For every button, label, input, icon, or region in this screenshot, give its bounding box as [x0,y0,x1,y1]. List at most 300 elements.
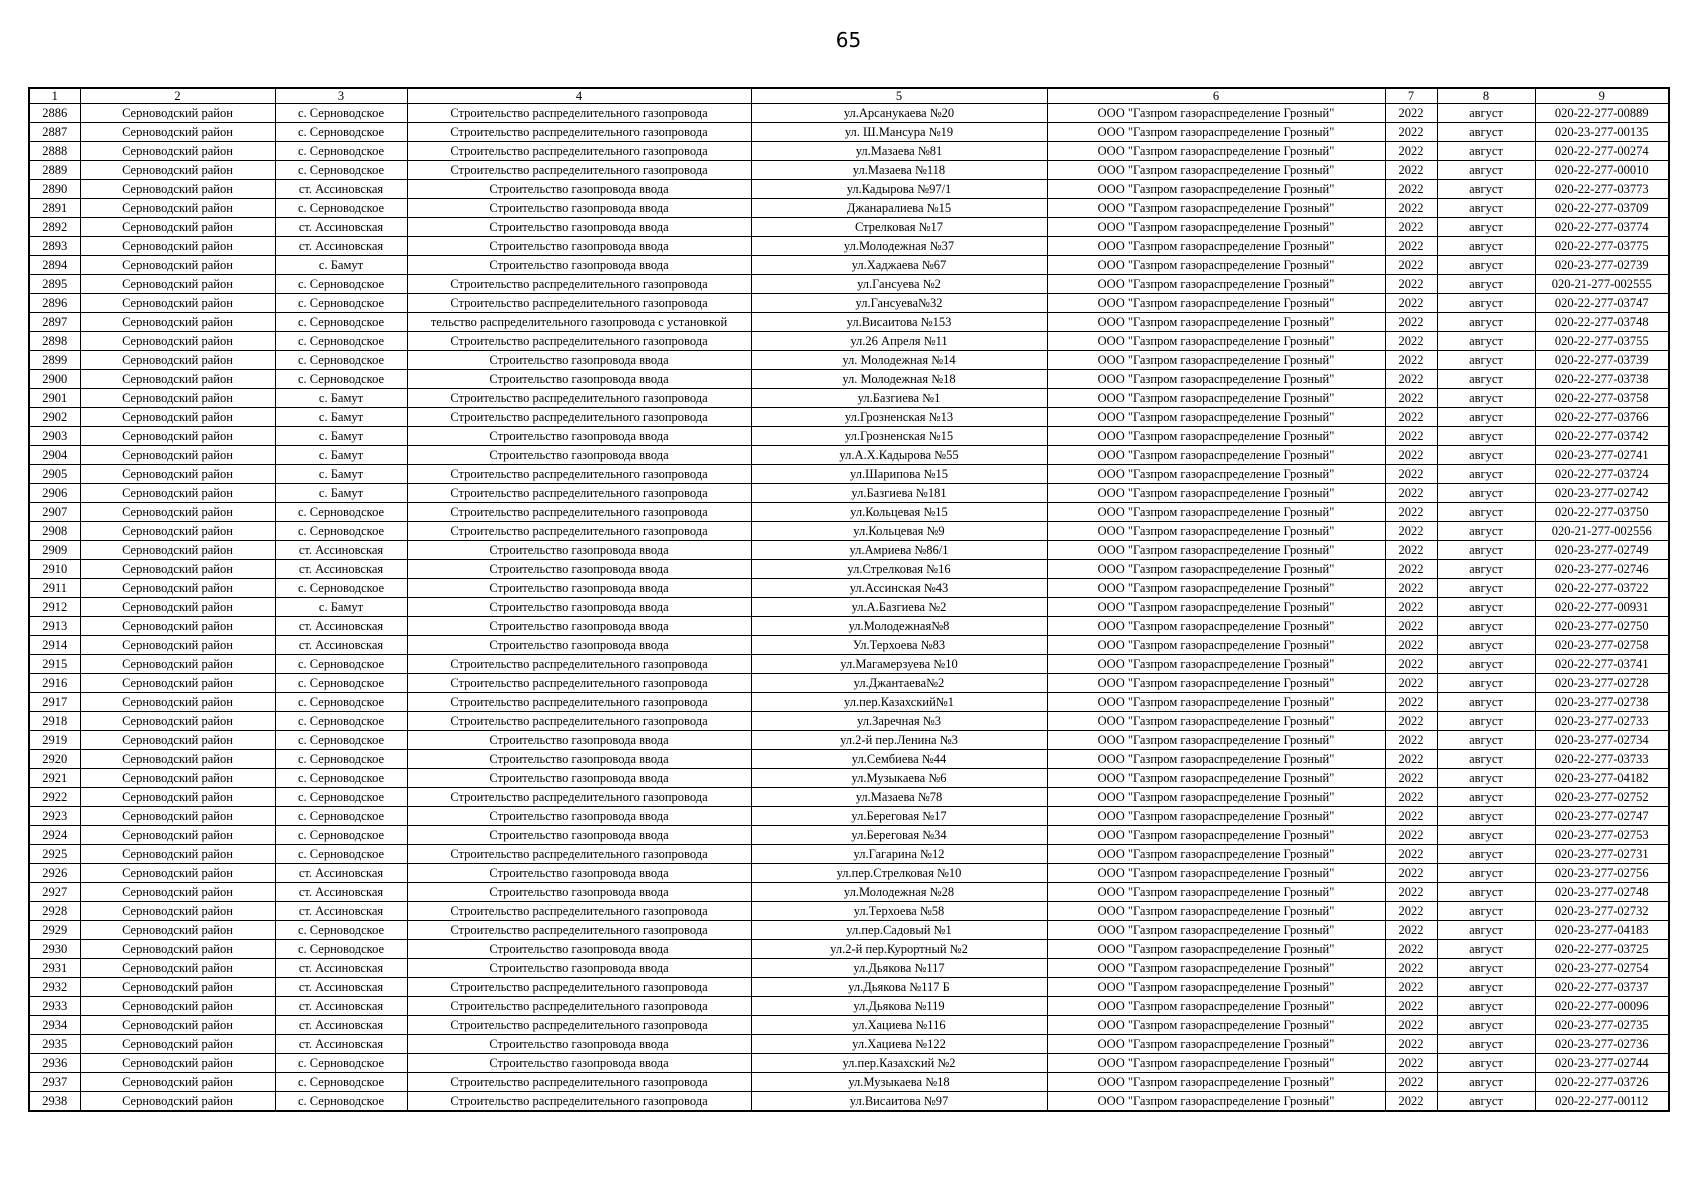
settlement-cell: с. Серноводское [275,693,407,712]
work-type-cell: Строительство газопровода ввода [407,807,751,826]
organization-cell: ООО "Газпром газораспределение Грозный" [1047,427,1385,446]
district-cell: Серноводский район [80,731,275,750]
organization-cell: ООО "Газпром газораспределение Грозный" [1047,940,1385,959]
row-number-cell: 2925 [29,845,80,864]
address-cell: ул.Мазаева №78 [751,788,1047,807]
year-cell: 2022 [1385,769,1437,788]
table-row [29,427,1669,446]
organization-cell: ООО "Газпром газораспределение Грозный" [1047,864,1385,883]
table-row [29,636,1669,655]
year-cell: 2022 [1385,636,1437,655]
settlement-cell: ст. Ассиновская [275,560,407,579]
organization-cell: ООО "Газпром газораспределение Грозный" [1047,788,1385,807]
registration-number-cell: 020-22-277-03758 [1535,389,1669,408]
address-cell: ул.2-й пер.Курортный №2 [751,940,1047,959]
registration-number-cell: 020-22-277-03739 [1535,351,1669,370]
row-number-cell: 2895 [29,275,80,294]
row-number-cell: 2932 [29,978,80,997]
table-row [29,389,1669,408]
address-cell: ул.Амриева №86/1 [751,541,1047,560]
settlement-cell: ст. Ассиновская [275,959,407,978]
organization-cell: ООО "Газпром газораспределение Грозный" [1047,351,1385,370]
registration-number-cell: 020-23-277-02731 [1535,845,1669,864]
address-cell: ул.Дьякова №117 Б [751,978,1047,997]
registration-number-cell: 020-22-277-03725 [1535,940,1669,959]
row-number-cell: 2894 [29,256,80,275]
registration-number-cell: 020-22-277-03737 [1535,978,1669,997]
settlement-cell: ст. Ассиновская [275,864,407,883]
work-type-cell: тельство распределительного газопровода с установкой [407,313,751,332]
address-cell: ул.пер.Казахский№1 [751,693,1047,712]
row-number-cell: 2923 [29,807,80,826]
registration-number-cell: 020-22-277-03726 [1535,1073,1669,1092]
registration-number-cell: 020-23-277-02746 [1535,560,1669,579]
settlement-cell: с. Серноводское [275,845,407,864]
address-cell: ул.Молодежная №28 [751,883,1047,902]
table-row [29,655,1669,674]
address-cell: ул.пер.Казахский №2 [751,1054,1047,1073]
organization-cell: ООО "Газпром газораспределение Грозный" [1047,389,1385,408]
row-number-cell: 2893 [29,237,80,256]
settlement-cell: ст. Ассиновская [275,1035,407,1054]
row-number-cell: 2938 [29,1092,80,1112]
row-number-cell: 2901 [29,389,80,408]
year-cell: 2022 [1385,199,1437,218]
address-cell: ул.Кольцевая №15 [751,503,1047,522]
month-cell: август [1437,294,1535,313]
organization-cell: ООО "Газпром газораспределение Грозный" [1047,218,1385,237]
settlement-cell: с. Серноводское [275,370,407,389]
table-row [29,465,1669,484]
row-number-cell: 2909 [29,541,80,560]
district-cell: Серноводский район [80,541,275,560]
settlement-cell: с. Бамут [275,427,407,446]
address-cell: ул.Сембиева №44 [751,750,1047,769]
year-cell: 2022 [1385,693,1437,712]
address-cell: ул.Стрелковая №16 [751,560,1047,579]
work-type-cell: Строительство газопровода ввода [407,617,751,636]
settlement-cell: с. Серноводское [275,313,407,332]
year-cell: 2022 [1385,1054,1437,1073]
table-row [29,940,1669,959]
row-number-cell: 2930 [29,940,80,959]
column-header-9: 9 [1535,88,1669,104]
address-cell: Стрелковая №17 [751,218,1047,237]
table-row [29,712,1669,731]
organization-cell: ООО "Газпром газораспределение Грозный" [1047,522,1385,541]
work-type-cell: Строительство газопровода ввода [407,1054,751,1073]
row-number-cell: 2922 [29,788,80,807]
row-number-cell: 2937 [29,1073,80,1092]
month-cell: август [1437,579,1535,598]
column-header-6: 6 [1047,88,1385,104]
registration-number-cell: 020-22-277-03773 [1535,180,1669,199]
registration-number-cell: 020-22-277-03742 [1535,427,1669,446]
organization-cell: ООО "Газпром газораспределение Грозный" [1047,1016,1385,1035]
settlement-cell: с. Бамут [275,408,407,427]
year-cell: 2022 [1385,674,1437,693]
registration-number-cell: 020-23-277-02733 [1535,712,1669,731]
registration-number-cell: 020-22-277-00010 [1535,161,1669,180]
year-cell: 2022 [1385,921,1437,940]
address-cell: ул.Музыкаева №18 [751,1073,1047,1092]
month-cell: август [1437,883,1535,902]
registration-number-cell: 020-22-277-00274 [1535,142,1669,161]
registration-number-cell: 020-22-277-03709 [1535,199,1669,218]
month-cell: август [1437,921,1535,940]
year-cell: 2022 [1385,959,1437,978]
district-cell: Серноводский район [80,845,275,864]
organization-cell: ООО "Газпром газораспределение Грозный" [1047,142,1385,161]
organization-cell: ООО "Газпром газораспределение Грозный" [1047,807,1385,826]
settlement-cell: с. Серноводское [275,294,407,313]
table-row [29,123,1669,142]
district-cell: Серноводский район [80,370,275,389]
organization-cell: ООО "Газпром газораспределение Грозный" [1047,370,1385,389]
organization-cell: ООО "Газпром газораспределение Грозный" [1047,997,1385,1016]
table-row [29,541,1669,560]
year-cell: 2022 [1385,598,1437,617]
work-type-cell: Строительство газопровода ввода [407,769,751,788]
month-cell: август [1437,332,1535,351]
settlement-cell: ст. Ассиновская [275,237,407,256]
settlement-cell: ст. Ассиновская [275,541,407,560]
district-cell: Серноводский район [80,275,275,294]
year-cell: 2022 [1385,389,1437,408]
settlement-cell: с. Серноводское [275,275,407,294]
work-type-cell: Строительство распределительного газопровода [407,484,751,503]
table-row [29,351,1669,370]
table-row [29,1092,1669,1112]
row-number-cell: 2913 [29,617,80,636]
district-cell: Серноводский район [80,712,275,731]
settlement-cell: с. Серноводское [275,921,407,940]
settlement-cell: с. Бамут [275,598,407,617]
row-number-cell: 2899 [29,351,80,370]
row-number-cell: 2929 [29,921,80,940]
work-type-cell: Строительство распределительного газопровода [407,389,751,408]
row-number-cell: 2887 [29,123,80,142]
district-cell: Серноводский район [80,788,275,807]
year-cell: 2022 [1385,560,1437,579]
settlement-cell: с. Серноводское [275,1092,407,1112]
year-cell: 2022 [1385,940,1437,959]
district-cell: Серноводский район [80,1073,275,1092]
row-number-cell: 2918 [29,712,80,731]
work-type-cell: Строительство распределительного газопровода [407,503,751,522]
district-cell: Серноводский район [80,579,275,598]
month-cell: август [1437,351,1535,370]
table-row [29,1016,1669,1035]
work-type-cell: Строительство газопровода ввода [407,256,751,275]
table-row [29,807,1669,826]
work-type-cell: Строительство распределительного газопровода [407,712,751,731]
district-cell: Серноводский район [80,180,275,199]
district-cell: Серноводский район [80,503,275,522]
district-cell: Серноводский район [80,313,275,332]
settlement-cell: с. Серноводское [275,1054,407,1073]
table-row [29,750,1669,769]
work-type-cell: Строительство распределительного газопровода [407,1016,751,1035]
table-body [29,104,1669,1112]
settlement-cell: с. Серноводское [275,731,407,750]
address-cell: ул.Хациева №116 [751,1016,1047,1035]
district-cell: Серноводский район [80,769,275,788]
row-number-cell: 2891 [29,199,80,218]
year-cell: 2022 [1385,275,1437,294]
table-row [29,161,1669,180]
registration-number-cell: 020-23-277-02749 [1535,541,1669,560]
registration-number-cell: 020-22-277-03741 [1535,655,1669,674]
organization-cell: ООО "Газпром газораспределение Грозный" [1047,693,1385,712]
organization-cell: ООО "Газпром газораспределение Грозный" [1047,484,1385,503]
address-cell: ул.Береговая №34 [751,826,1047,845]
address-cell: ул.Грозненская №15 [751,427,1047,446]
year-cell: 2022 [1385,294,1437,313]
organization-cell: ООО "Газпром газораспределение Грозный" [1047,712,1385,731]
work-type-cell: Строительство распределительного газопровода [407,465,751,484]
organization-cell: ООО "Газпром газораспределение Грозный" [1047,408,1385,427]
registration-number-cell: 020-23-277-02748 [1535,883,1669,902]
address-cell: ул.Магамерзуева №10 [751,655,1047,674]
month-cell: август [1437,959,1535,978]
address-cell: ул.пер.Стрелковая №10 [751,864,1047,883]
settlement-cell: с. Серноводское [275,826,407,845]
month-cell: август [1437,408,1535,427]
work-type-cell: Строительство газопровода ввода [407,446,751,465]
row-number-cell: 2920 [29,750,80,769]
address-cell: ул.Дьякова №119 [751,997,1047,1016]
month-cell: август [1437,788,1535,807]
row-number-cell: 2888 [29,142,80,161]
year-cell: 2022 [1385,883,1437,902]
district-cell: Серноводский район [80,560,275,579]
organization-cell: ООО "Газпром газораспределение Грозный" [1047,579,1385,598]
district-cell: Серноводский район [80,161,275,180]
work-type-cell: Строительство газопровода ввода [407,199,751,218]
work-type-cell: Строительство распределительного газопровода [407,161,751,180]
year-cell: 2022 [1385,484,1437,503]
table-row [29,978,1669,997]
address-cell: ул.Висаитова №97 [751,1092,1047,1112]
organization-cell: ООО "Газпром газораспределение Грозный" [1047,959,1385,978]
district-cell: Серноводский район [80,1054,275,1073]
month-cell: август [1437,1092,1535,1112]
year-cell: 2022 [1385,864,1437,883]
registration-number-cell: 020-23-277-02734 [1535,731,1669,750]
district-cell: Серноводский район [80,408,275,427]
work-type-cell: Строительство распределительного газопровода [407,978,751,997]
registration-number-cell: 020-22-277-00931 [1535,598,1669,617]
organization-cell: ООО "Газпром газораспределение Грозный" [1047,921,1385,940]
month-cell: август [1437,503,1535,522]
work-type-cell: Строительство газопровода ввода [407,750,751,769]
table-row [29,959,1669,978]
organization-cell: ООО "Газпром газораспределение Грозный" [1047,617,1385,636]
settlement-cell: с. Серноводское [275,769,407,788]
address-cell: ул.Заречная №3 [751,712,1047,731]
work-type-cell: Строительство газопровода ввода [407,237,751,256]
organization-cell: ООО "Газпром газораспределение Грозный" [1047,446,1385,465]
address-cell: ул.Гансуева№32 [751,294,1047,313]
organization-cell: ООО "Газпром газораспределение Грозный" [1047,1035,1385,1054]
organization-cell: ООО "Газпром газораспределение Грозный" [1047,123,1385,142]
year-cell: 2022 [1385,503,1437,522]
work-type-cell: Строительство распределительного газопровода [407,408,751,427]
settlement-cell: с. Бамут [275,446,407,465]
district-cell: Серноводский район [80,1016,275,1035]
column-header-8: 8 [1437,88,1535,104]
table-row [29,294,1669,313]
address-cell: ул.26 Апреля №11 [751,332,1047,351]
month-cell: август [1437,427,1535,446]
settlement-cell: с. Серноводское [275,655,407,674]
year-cell: 2022 [1385,218,1437,237]
settlement-cell: с. Серноводское [275,712,407,731]
district-cell: Серноводский район [80,807,275,826]
district-cell: Серноводский район [80,940,275,959]
district-cell: Серноводский район [80,332,275,351]
organization-cell: ООО "Газпром газораспределение Грозный" [1047,902,1385,921]
year-cell: 2022 [1385,142,1437,161]
table-row [29,921,1669,940]
year-cell: 2022 [1385,655,1437,674]
year-cell: 2022 [1385,617,1437,636]
registry-table [28,87,1670,1112]
district-cell: Серноводский район [80,598,275,617]
month-cell: август [1437,636,1535,655]
settlement-cell: ст. Ассиновская [275,883,407,902]
address-cell: ул. Молодежная №18 [751,370,1047,389]
organization-cell: ООО "Газпром газораспределение Грозный" [1047,199,1385,218]
district-cell: Серноводский район [80,617,275,636]
table-row [29,104,1669,123]
address-cell: ул.Базгиева №181 [751,484,1047,503]
column-header-2: 2 [80,88,275,104]
district-cell: Серноводский район [80,446,275,465]
row-number-cell: 2904 [29,446,80,465]
year-cell: 2022 [1385,750,1437,769]
month-cell: август [1437,199,1535,218]
month-cell: август [1437,864,1535,883]
settlement-cell: ст. Ассиновская [275,180,407,199]
work-type-cell: Строительство газопровода ввода [407,560,751,579]
row-number-cell: 2916 [29,674,80,693]
organization-cell: ООО "Газпром газораспределение Грозный" [1047,256,1385,275]
organization-cell: ООО "Газпром газораспределение Грозный" [1047,636,1385,655]
work-type-cell: Строительство газопровода ввода [407,883,751,902]
work-type-cell: Строительство распределительного газопровода [407,655,751,674]
settlement-cell: ст. Ассиновская [275,218,407,237]
district-cell: Серноводский район [80,465,275,484]
table-row [29,560,1669,579]
year-cell: 2022 [1385,978,1437,997]
table-row [29,256,1669,275]
district-cell: Серноводский район [80,256,275,275]
registration-number-cell: 020-23-277-02752 [1535,788,1669,807]
year-cell: 2022 [1385,902,1437,921]
table-row [29,731,1669,750]
table-row [29,503,1669,522]
settlement-cell: с. Серноводское [275,104,407,123]
address-cell: ул.Кольцевая №9 [751,522,1047,541]
month-cell: август [1437,313,1535,332]
organization-cell: ООО "Газпром газораспределение Грозный" [1047,769,1385,788]
work-type-cell: Строительство газопровода ввода [407,541,751,560]
work-type-cell: Строительство распределительного газопровода [407,921,751,940]
organization-cell: ООО "Газпром газораспределение Грозный" [1047,731,1385,750]
row-number-cell: 2896 [29,294,80,313]
settlement-cell: с. Серноводское [275,161,407,180]
organization-cell: ООО "Газпром газораспределение Грозный" [1047,1092,1385,1112]
row-number-cell: 2905 [29,465,80,484]
organization-cell: ООО "Газпром газораспределение Грозный" [1047,541,1385,560]
row-number-cell: 2907 [29,503,80,522]
address-cell: Ул.Терхоева №83 [751,636,1047,655]
district-cell: Серноводский район [80,1092,275,1112]
organization-cell: ООО "Газпром газораспределение Грозный" [1047,275,1385,294]
year-cell: 2022 [1385,997,1437,1016]
month-cell: август [1437,1073,1535,1092]
month-cell: август [1437,750,1535,769]
year-cell: 2022 [1385,1016,1437,1035]
row-number-cell: 2934 [29,1016,80,1035]
row-number-cell: 2917 [29,693,80,712]
year-cell: 2022 [1385,313,1437,332]
address-cell: Джанаралиева №15 [751,199,1047,218]
year-cell: 2022 [1385,104,1437,123]
address-cell: ул.Базгиева №1 [751,389,1047,408]
row-number-cell: 2926 [29,864,80,883]
work-type-cell: Строительство распределительного газопровода [407,693,751,712]
address-cell: ул.2-й пер.Ленина №3 [751,731,1047,750]
address-cell: ул.Гагарина №12 [751,845,1047,864]
month-cell: август [1437,541,1535,560]
row-number-cell: 2928 [29,902,80,921]
settlement-cell: ст. Ассиновская [275,997,407,1016]
organization-cell: ООО "Газпром газораспределение Грозный" [1047,1054,1385,1073]
work-type-cell: Строительство распределительного газопровода [407,104,751,123]
row-number-cell: 2897 [29,313,80,332]
organization-cell: ООО "Газпром газораспределение Грозный" [1047,750,1385,769]
table-row [29,180,1669,199]
district-cell: Серноводский район [80,427,275,446]
settlement-cell: с. Серноводское [275,674,407,693]
row-number-cell: 2890 [29,180,80,199]
organization-cell: ООО "Газпром газораспределение Грозный" [1047,465,1385,484]
work-type-cell: Строительство распределительного газопровода [407,1073,751,1092]
table-row [29,997,1669,1016]
month-cell: август [1437,617,1535,636]
settlement-cell: с. Бамут [275,256,407,275]
settlement-cell: с. Серноводское [275,503,407,522]
row-number-cell: 2935 [29,1035,80,1054]
work-type-cell: Строительство распределительного газопровода [407,275,751,294]
address-cell: ул. Ш.Мансура №19 [751,123,1047,142]
organization-cell: ООО "Газпром газораспределение Грозный" [1047,332,1385,351]
settlement-cell: с. Серноводское [275,579,407,598]
year-cell: 2022 [1385,579,1437,598]
row-number-cell: 2910 [29,560,80,579]
table-row [29,769,1669,788]
table-row [29,674,1669,693]
row-number-cell: 2900 [29,370,80,389]
table-row [29,788,1669,807]
row-number-cell: 2903 [29,427,80,446]
year-cell: 2022 [1385,237,1437,256]
district-cell: Серноводский район [80,237,275,256]
month-cell: август [1437,598,1535,617]
